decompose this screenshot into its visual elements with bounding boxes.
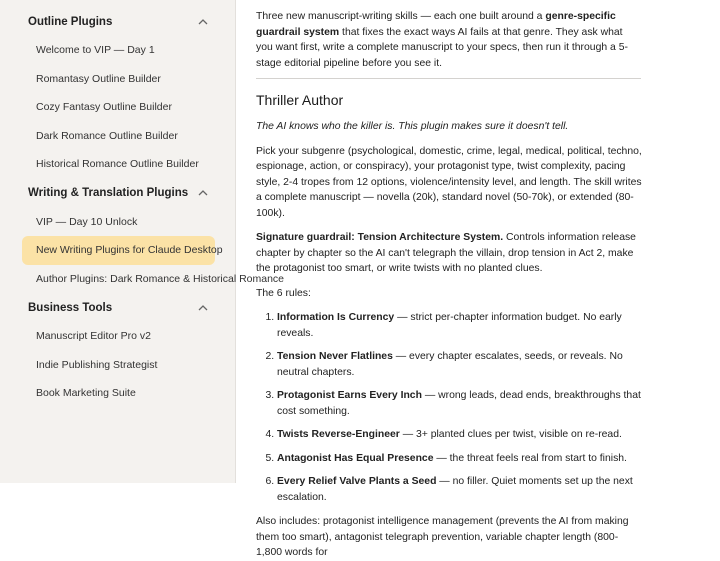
section-header[interactable] bbox=[0, 179, 235, 208]
description-paragraph: Pick your subgenre (psychological, domestic, crime, legal, medical, political, techno, espionage, action, or conspiracy), your protagonist type, twist complexity, pacing style, 2-4 tropes from 12 options, violence/intensity level, and length. The skill writes a complete manuscript — novella (20k), standard novel (50-70k), or extended (80-100k). bbox=[256, 145, 642, 219]
sidebar-item-romantasy-outline-builder[interactable]: Romantasy Outline Builder bbox=[36, 72, 161, 85]
sidebar-item-indie-publishing-strategist[interactable]: Indie Publishing Strategist bbox=[36, 358, 158, 371]
section-writing-translation-plugins bbox=[0, 179, 285, 294]
section-header[interactable] bbox=[0, 7, 235, 36]
article-content bbox=[236, 0, 720, 558]
list-item: 5. Antagonist Has Equal Presence — the threat feels real from start to finish. bbox=[277, 451, 642, 467]
sidebar-item-welcome-vip-day-1[interactable]: Welcome to VIP — Day 1 bbox=[36, 44, 155, 57]
intro-paragraph: Three new manuscript-writing skills — each one built around a genre-specific guardrail system that fixes the exact ways AI fails at that genre. They ask what you want first, write a complete manuscript to your specs, then run it through a 5-stage editorial pipeline before you see it. bbox=[256, 11, 628, 69]
sidebar-item-manuscript-editor-pro[interactable]: Manuscript Editor Pro v2 bbox=[36, 330, 151, 343]
rules-intro: The 6 rules: bbox=[256, 287, 311, 299]
chevron-up-icon[interactable] bbox=[197, 187, 209, 199]
also-includes-paragraph: Also includes: protagonist intelligence management (prevents the AI from making them too smart), antagonist telegraph prevention, variable chapter length (800-1,800 words for bbox=[256, 516, 629, 558]
rules-list bbox=[256, 310, 642, 505]
list-item: 6. Every Relief Valve Plants a Seed — no filler. Quiet moments set up the next escalation. bbox=[277, 474, 642, 505]
list-item: 4. Twists Reverse-Engineer — 3+ planted clues per twist, visible on re-read. bbox=[277, 427, 642, 443]
sidebar-item-cozy-fantasy-outline-builder[interactable]: Cozy Fantasy Outline Builder bbox=[36, 101, 172, 114]
sidebar-item-author-plugins[interactable]: Author Plugins: Dark Romance & Historical Romance bbox=[36, 272, 285, 285]
chevron-up-icon[interactable] bbox=[197, 16, 209, 28]
section-title: Business Tools bbox=[28, 301, 113, 314]
section-heading: Thriller Author bbox=[256, 92, 344, 108]
section-business-tools bbox=[0, 293, 235, 408]
list-item: 3. Protagonist Earns Every Inch — wrong leads, dead ends, breakthroughs that cost something. bbox=[277, 388, 642, 419]
sidebar-item-historical-romance-outline-builder[interactable]: Historical Romance Outline Builder bbox=[36, 158, 199, 171]
sidebar-item-dark-romance-outline-builder[interactable]: Dark Romance Outline Builder bbox=[36, 129, 178, 142]
section-title: Outline Plugins bbox=[28, 15, 113, 28]
section-outline-plugins bbox=[0, 7, 235, 179]
section-title: Writing & Translation Plugins bbox=[28, 187, 189, 199]
sidebar-item-book-marketing-suite[interactable]: Book Marketing Suite bbox=[36, 387, 136, 400]
list-item: 1. Information Is Currency — strict per-chapter information budget. No early reveals. bbox=[277, 310, 642, 341]
tagline: The AI knows who the killer is. This plugin makes sure it doesn't tell. bbox=[256, 121, 569, 132]
sidebar-item-vip-day-10-unlock[interactable]: VIP — Day 10 Unlock bbox=[36, 215, 138, 228]
chevron-up-icon[interactable] bbox=[197, 302, 209, 314]
sidebar-item-new-writing-plugins[interactable]: New Writing Plugins for Claude Desktop bbox=[22, 236, 215, 265]
divider bbox=[256, 78, 641, 79]
list-item: 2. Tension Never Flatlines — every chapter escalates, seeds, or reveals. No neutral chapters. bbox=[277, 349, 642, 380]
section-header[interactable] bbox=[0, 293, 235, 322]
guardrail-paragraph: Signature guardrail: Tension Architecture System. Controls information release chapter by chapter so the AI can't telegraph the villain, drop tension in Act 2, make the protagonist too smart, or write twists with no planted clues. bbox=[256, 232, 636, 274]
